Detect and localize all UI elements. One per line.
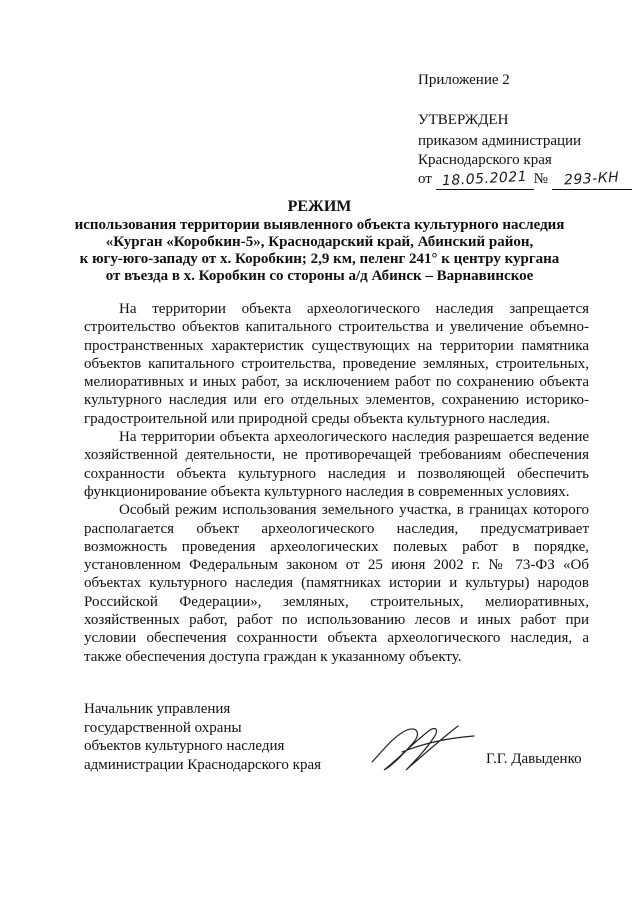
position-line: объектов культурного наследия (84, 738, 285, 754)
title-line: от въезда в х. Коробкин со стороны а/д Абинск – Варнавинское (105, 268, 534, 284)
order-prefix: от (418, 171, 432, 187)
order-date-handwritten: 18.05.2021 (441, 168, 528, 190)
position-line: государственной охраны (84, 719, 242, 736)
body-paragraph: Особый режим использования земельного участка, в границах которого располагается объект археологического наследия, предусматривает возможность проведения археологических полевых работ в порядке, установленном Федеральным законом от 25 июня 2002 г. № 73-ФЗ «Об объектах культурного наследия (памятниках истории и культуры) народов Российской Федерации», земляных, строительных, мелиоративных, хозяйственных работ, работ по использованию лесов и иных работ при условии обеспечения сохранности объекта археологического наследия, а также обеспечения доступа граждан к указанному объекту. (84, 502, 589, 665)
approval-block (418, 111, 632, 190)
order-number-handwritten: 293-КН (563, 169, 620, 189)
appendix-label: Приложение 2 (418, 72, 510, 88)
signer-position (84, 700, 321, 774)
signer-name: Г.Г. Давыденко (486, 751, 582, 767)
title-line: к югу-юго-западу от х. Коробкин; 2,9 км, пеленг 241° к центру кургана (79, 251, 560, 267)
handwritten-signature (362, 712, 482, 782)
position-line: Начальник управления (84, 701, 231, 717)
position-line: администрации Краснодарского края (84, 756, 322, 773)
body-paragraph: На территории объекта археологического наследия запрещается строительство объектов капитального строительства и увеличение объемно-пространственных характеристик существующих на территории памятника объектов капитального строительства, проведение земляных, строительных, мелиоративных и иных работ, за исключением работ по сохранению объекта культурного наследия или его отдельных элементов, сохранению историко-градостроительной или природной среды объекта культурного наследия. (84, 301, 589, 427)
title-main: РЕЖИМ (287, 198, 352, 215)
approved-title: УТВЕРЖДЕН (418, 112, 509, 128)
body-paragraph: На территории объекта археологического наследия разрешается ведение хозяйственной деятельности, не противоречащей требованиям обеспечения сохранности объекта культурного наследия и позволяющей обеспечить функционирование объекта культурного наследия в современных условиях. (84, 429, 589, 500)
approved-line-2: Краснодарского края (418, 152, 552, 168)
document-title (0, 198, 639, 285)
document-body (84, 300, 589, 666)
title-line: использования территории выявленного объекта культурного наследия (74, 217, 565, 233)
title-line: «Курган «Коробкин-5», Краснодарский край, Абинский район, (105, 234, 534, 250)
order-number-sign: № (533, 171, 548, 187)
order-date-line (418, 170, 632, 190)
approved-line-1: приказом администрации (418, 133, 582, 149)
